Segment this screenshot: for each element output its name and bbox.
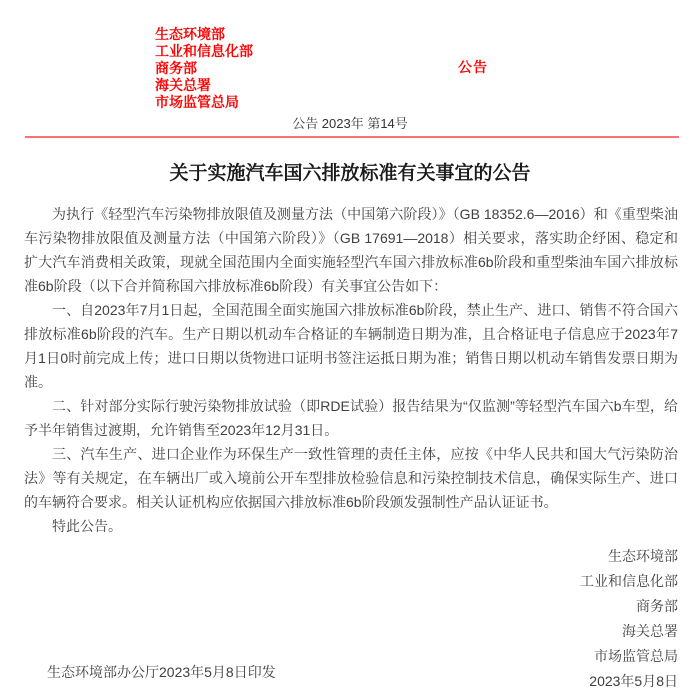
footer-note: 生态环境部办公厅2023年5月8日印发	[47, 664, 276, 680]
red-divider-line	[25, 136, 679, 138]
signer-samr: 市场监管总局	[594, 648, 678, 664]
document-body	[0, 202, 700, 538]
issuing-agencies	[155, 26, 676, 111]
paragraph-intro: 为执行《轻型汽车污染物排放限值及测量方法（中国第六阶段）》（GB 18352.6—2016）和《重型柴油车污染物排放限值及测量方法（中国第六阶段）》（GB 17691—2018）相关要求，落实助企纾困、稳定和扩大汽车消费相关政策，现就全国范围内全面实施轻型汽车国六排放标准6b阶段和重型柴油车国六排放标准6b阶段（以下合并简称国六排放标准6b阶段）有关事宜公告如下：	[24, 206, 678, 294]
announcement-label: 公告	[458, 59, 488, 75]
paragraph-item-3: 三、汽车生产、进口企业作为环保生产一致性管理的责任主体，应按《中华人民共和国大气污染防治法》等有关规定，在车辆出厂或入境前公开车型排放检验信息和污染控制技术信息，确保实际生产、进口的车辆符合要求。相关认证机构应依据国六排放标准6b阶段颁发强制性产品认证证书。	[24, 446, 678, 510]
agency-name-miit: 工业和信息化部	[155, 43, 253, 59]
agency-name-moee: 生态环境部	[155, 26, 225, 42]
document-number: 公告 2023年 第14号	[292, 116, 408, 131]
signer-mofcom: 商务部	[636, 598, 678, 614]
signer-moee: 生态环境部	[608, 548, 678, 564]
signer-customs: 海关总署	[622, 623, 678, 639]
signer-miit: 工业和信息化部	[580, 573, 678, 589]
agency-name-samr: 市场监管总局	[155, 94, 239, 110]
agency-name-customs: 海关总署	[155, 77, 211, 93]
agency-name-mofcom: 商务部	[155, 60, 197, 76]
paragraph-closing: 特此公告。	[52, 518, 122, 534]
paragraph-item-2: 二、针对部分实际行驶污染物排放试验（即RDE试验）报告结果为“仅监测”等轻型汽车国六b车型，给予半年销售过渡期，允许销售至2023年12月31日。	[24, 398, 678, 438]
paragraph-item-1: 一、自2023年7月1日起，全国范围全面实施国六排放标准6b阶段，禁止生产、进口、销售不符合国六排放标准6b阶段的汽车。生产日期以机动车合格证的车辆制造日期为准，且合格证电子信息应于2023年7月1日0时前完成上传；进口日期以货物进口证明书签注运抵日期为准；销售日期以机动车销售发票日期为准。	[24, 302, 678, 390]
document-title: 关于实施汽车国六排放标准有关事宜的公告	[169, 163, 531, 184]
signature-date: 2023年5月8日	[589, 673, 678, 689]
document-header	[0, 0, 700, 111]
